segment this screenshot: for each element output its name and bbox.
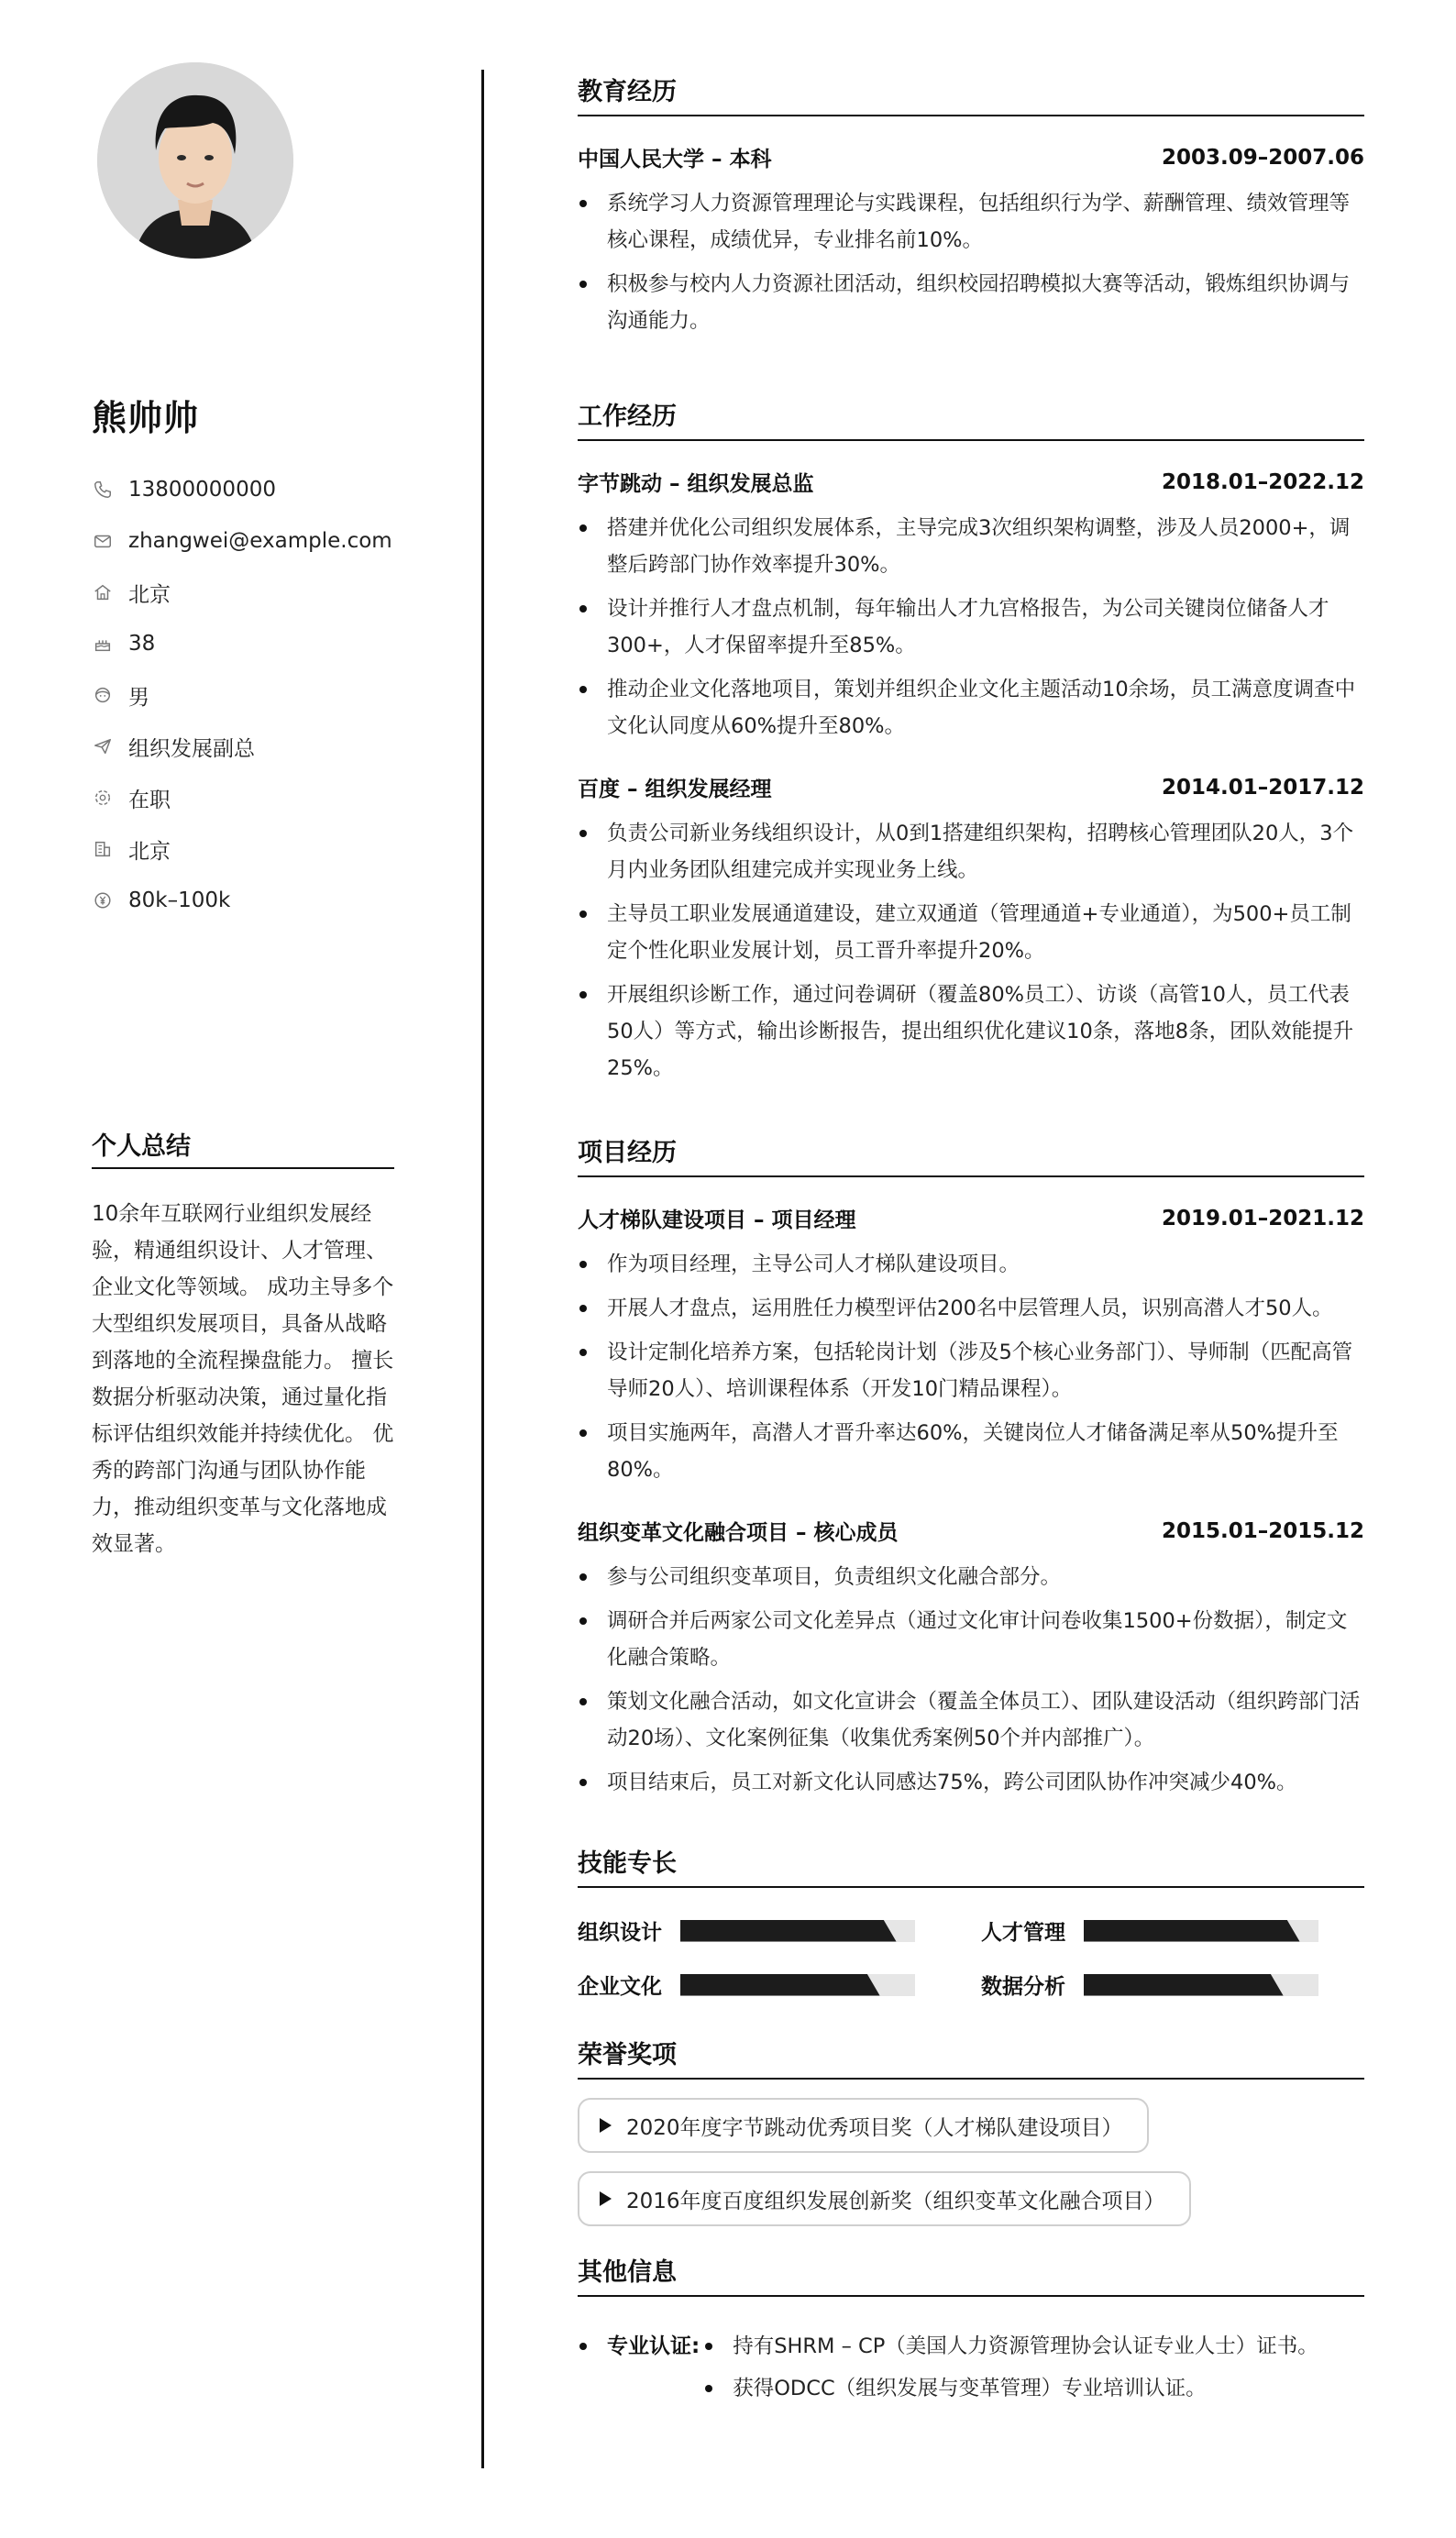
skill-bar <box>680 1974 915 1996</box>
entry-date: 2015.01–2015.12 <box>1161 1518 1364 1543</box>
entry-heading: 人才梯队建设项目 – 项目经理 <box>578 1208 856 1232</box>
email-text: zhangwei@example.com <box>128 529 392 553</box>
certification-key: 专业认证: <box>607 2334 700 2358</box>
project-bullets <box>578 1559 1364 1801</box>
info-email <box>92 515 392 567</box>
entry-date: 2003.09–2007.06 <box>1161 145 1364 170</box>
education-bullets <box>578 185 1364 339</box>
avatar <box>97 62 293 259</box>
work-bullets <box>578 815 1364 1087</box>
cake-icon <box>92 633 114 655</box>
skill-bar <box>1084 1920 1318 1942</box>
info-city <box>92 823 392 875</box>
status-icon <box>92 787 114 809</box>
list-item: 积极参与校内人力资源社团活动，组织校园招聘模拟大赛等活动，锻炼组织协调与沟通能力。 <box>578 266 1364 339</box>
info-status <box>92 772 392 823</box>
info-salary <box>92 875 392 926</box>
work-title: 工作经历 <box>578 396 1364 441</box>
work-section <box>578 396 1364 1087</box>
column-divider <box>481 70 484 2468</box>
contact-info <box>92 464 392 926</box>
gender-text: 男 <box>128 685 149 710</box>
skills-grid <box>578 1915 1364 2000</box>
skill-bar <box>680 1920 915 1942</box>
building-icon <box>92 838 114 860</box>
entry-date: 2018.01–2022.12 <box>1161 469 1364 494</box>
list-item: 开展组织诊断工作，通过问卷调研（覆盖80%员工）、访谈（高管10人，员工代表50人）等方式，输出诊断报告，提出组织优化建议10条，落地8条，团队效能提升25%。 <box>578 977 1364 1087</box>
work-entry-head <box>578 467 1364 497</box>
education-section <box>578 72 1364 339</box>
candidate-name: 熊帅帅 <box>92 398 200 438</box>
position-text: 组织发展副总 <box>128 736 255 761</box>
skill-bar-fill <box>1084 1974 1284 1996</box>
skill-bar-fill <box>1084 1920 1300 1942</box>
summary-title: 个人总结 <box>92 1126 394 1169</box>
skill-item <box>578 1970 981 2000</box>
list-item: 项目结束后，员工对新文化认同感达75%，跨公司团队协作冲突减少40%。 <box>578 1764 1364 1801</box>
entry-heading: 字节跳动 – 组织发展总监 <box>578 472 814 496</box>
skills-title: 技能专长 <box>578 1843 1364 1888</box>
list-item: 负责公司新业务线组织设计，从0到1搭建组织架构，招聘核心管理团队20人，3个月内业务团队组建完成并实现业务上线。 <box>578 815 1364 888</box>
list-item: 调研合并后两家公司文化差异点（通过文化审计问卷收集1500+份数据），制定文化融合策略。 <box>578 1603 1364 1676</box>
info-location <box>92 567 392 618</box>
entry-heading: 百度 – 组织发展经理 <box>578 778 772 801</box>
skill-bar-fill <box>680 1974 880 1996</box>
awards-title: 荣誉奖项 <box>578 2035 1364 2080</box>
skill-item <box>578 1915 981 1946</box>
summary-text: 10余年互联网行业组织发展经验，精通组织设计、人才管理、企业文化等领域。 成功主导多个大型组织发展项目，具备从战略到落地的全流程操盘能力。 擅长数据分析驱动决策，通过量化指标评估组织效能并持续优化。 优秀的跨部门沟通与团队协作能力，推动组织变革与文化落地成效显著。 <box>92 1202 394 1556</box>
list-item: 获得ODCC（组织发展与变革管理）专业培训认证。 <box>703 2370 1364 2407</box>
skill-bar-fill <box>680 1920 897 1942</box>
list-item: 策划文化融合活动，如文化宣讲会（覆盖全体员工）、团队建设活动（组织跨部门活动20场）、文化案例征集（收集优秀案例50个并内部推广）。 <box>578 1683 1364 1757</box>
list-item: 项目实施两年，高潜人才晋升率达60%，关键岗位人才储备满足率从50%提升至80%。 <box>578 1415 1364 1488</box>
age-text: 38 <box>128 632 156 656</box>
play-icon <box>600 2118 612 2133</box>
award-item[interactable] <box>578 2098 1149 2153</box>
info-phone <box>92 464 392 515</box>
location-text: 北京 <box>128 582 171 607</box>
list-item: 持有SHRM – CP（美国人力资源管理协会认证专业人士）证书。 <box>703 2328 1364 2365</box>
project-entry-head <box>578 1203 1364 1233</box>
entry-date: 2014.01–2017.12 <box>1161 775 1364 800</box>
list-item: 作为项目经理，主导公司人才梯队建设项目。 <box>578 1246 1364 1283</box>
projects-title: 项目经历 <box>578 1132 1364 1177</box>
award-list <box>578 2080 1364 2153</box>
list-item: 推动企业文化落地项目，策划并组织企业文化主题活动10余场，员工满意度调查中文化认同度从60%提升至80%。 <box>578 671 1364 745</box>
yen-icon <box>92 889 114 911</box>
status-text: 在职 <box>128 788 171 812</box>
skill-item <box>981 1970 1364 2000</box>
list-item: 参与公司组织变革项目，负责组织文化融合部分。 <box>578 1559 1364 1595</box>
list-item: 设计并推行人才盘点机制，每年输出人才九宫格报告，为公司关键岗位储备人才300+，人才保留率提升至85%。 <box>578 590 1364 664</box>
send-icon <box>92 735 114 757</box>
other-title: 其他信息 <box>578 2252 1364 2297</box>
education-title: 教育经历 <box>578 72 1364 116</box>
entry-heading: 组织变革文化融合项目 – 核心成员 <box>578 1521 899 1545</box>
bullet-dot <box>579 2343 587 2350</box>
awards-section <box>578 2035 1364 2226</box>
award-text: 2016年度百度组织发展创新奖（组织变革文化融合项目） <box>626 2189 1165 2213</box>
award-text: 2020年度字节跳动优秀项目奖（人才梯队建设项目） <box>626 2115 1123 2140</box>
phone-icon <box>92 479 114 501</box>
entry-date: 2019.01–2021.12 <box>1161 1206 1364 1230</box>
gender-icon <box>92 684 114 706</box>
other-section <box>578 2252 1364 2412</box>
list-item: 设计定制化培养方案，包括轮岗计划（涉及5个核心业务部门）、导师制（匹配高管导师20人）、培训课程体系（开发10门精品课程）。 <box>578 1334 1364 1407</box>
other-content <box>578 2328 1364 2412</box>
list-item: 系统学习人力资源管理理论与实践课程，包括组织行为学、薪酬管理、绩效管理等核心课程，成绩优异，专业排名前10%。 <box>578 185 1364 259</box>
project-entry-head <box>578 1516 1364 1546</box>
city-text: 北京 <box>128 839 171 864</box>
skill-bar <box>1084 1974 1318 1996</box>
project-bullets <box>578 1246 1364 1488</box>
certification-list <box>703 2328 1364 2412</box>
mail-icon <box>92 530 114 552</box>
phone-text: 13800000000 <box>128 478 276 502</box>
skill-label: 组织设计 <box>578 1921 662 1945</box>
info-position <box>92 721 392 772</box>
projects-section <box>578 1132 1364 1801</box>
home-icon <box>92 581 114 603</box>
info-gender <box>92 669 392 721</box>
skill-label: 数据分析 <box>981 1975 1065 1999</box>
list-item: 搭建并优化公司组织发展体系，主导完成3次组织架构调整，涉及人员2000+，调整后跨部门协作效率提升30%。 <box>578 510 1364 583</box>
list-item: 开展人才盘点，运用胜任力模型评估200名中层管理人员，识别高潜人才50人。 <box>578 1290 1364 1327</box>
skill-label: 人才管理 <box>981 1921 1065 1945</box>
education-entry-head <box>578 142 1364 172</box>
work-bullets <box>578 510 1364 745</box>
play-icon <box>600 2191 612 2206</box>
work-entry-head <box>578 772 1364 802</box>
skill-item <box>981 1915 1364 1946</box>
skills-section <box>578 1843 1364 2000</box>
certification-row <box>578 2328 1364 2412</box>
award-item[interactable] <box>578 2171 1191 2226</box>
salary-text: 80k–100k <box>128 888 231 912</box>
list-item: 主导员工职业发展通道建设，建立双通道（管理通道+专业通道），为500+员工制定个性化职业发展计划，员工晋升率提升20%。 <box>578 896 1364 969</box>
main-content <box>578 72 1364 2412</box>
skill-label: 企业文化 <box>578 1975 662 1999</box>
entry-heading: 中国人民大学 – 本科 <box>578 148 772 171</box>
info-age <box>92 618 392 669</box>
